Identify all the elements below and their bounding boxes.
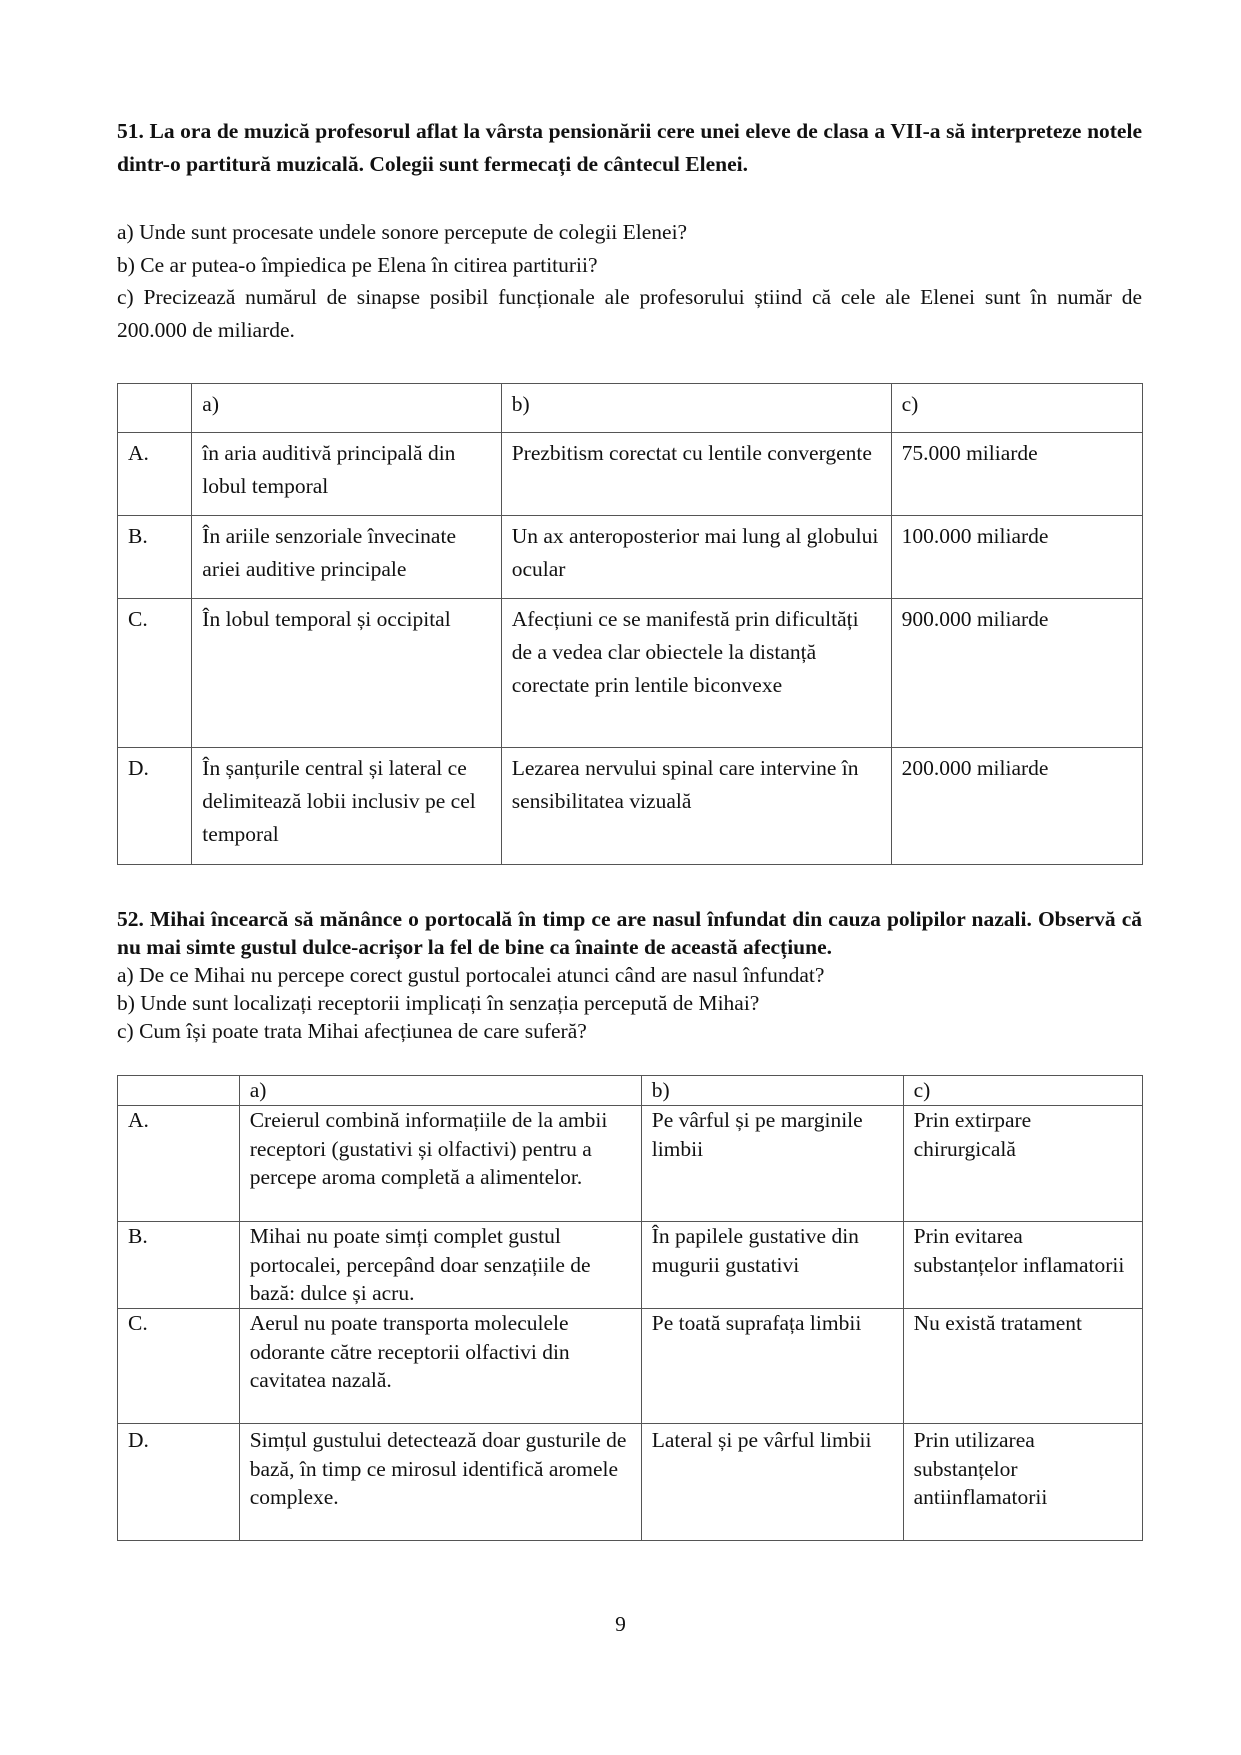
question-52-subquestions <box>117 961 1142 1045</box>
answer-cell-c: 200.000 miliarde <box>891 748 1142 865</box>
option-label: D. <box>118 1424 240 1541</box>
question-52-title: 52. Mihai încearcă să mănânce o portocală în timp ce are nasul înfundat din cauza polipilor nazali. Observă că nu mai simte gustul dulce-acrișor la fel de bine ca înainte de această afecțiune. <box>117 907 1142 959</box>
question-51-answer-table <box>117 383 1143 865</box>
table-row <box>118 748 1143 865</box>
question-51-sub-a: a) Unde sunt procesate undele sonore percepute de colegii Elenei? <box>117 220 688 244</box>
option-label: D. <box>118 748 192 865</box>
table-header-row <box>118 1076 1143 1106</box>
answer-cell-b: În papilele gustative din mugurii gustativi <box>641 1222 903 1309</box>
answer-cell-b: Lateral și pe vârful limbii <box>641 1424 903 1541</box>
table-row <box>118 1222 1143 1309</box>
option-label: C. <box>118 1309 240 1424</box>
answer-cell-c: Prin utilizarea substanțelor antiinflamatorii <box>903 1424 1142 1541</box>
answer-cell-c: Prin evitarea substanțelor inflamatorii <box>903 1222 1142 1309</box>
table-row <box>118 516 1143 599</box>
answer-cell-a: În ariile senzoriale învecinate ariei auditive principale <box>192 516 501 599</box>
page-number: 9 <box>615 1612 626 1636</box>
answer-cell-c: 75.000 miliarde <box>891 433 1142 516</box>
option-label: B. <box>118 516 192 599</box>
option-label: C. <box>118 599 192 748</box>
answer-cell-b: Pe toată suprafața limbii <box>641 1309 903 1424</box>
header-cell-empty <box>118 384 192 433</box>
answer-cell-b: Afecțiuni ce se manifestă prin dificultăți de a vedea clar obiectele la distanță corectate prin lentile biconvexe <box>501 599 891 748</box>
header-cell-empty <box>118 1076 240 1106</box>
question-52-answer-table <box>117 1075 1143 1541</box>
answer-cell-b: Lezarea nervului spinal care intervine în sensibilitatea vizuală <box>501 748 891 865</box>
answer-cell-b: Pe vârful și pe marginile limbii <box>641 1106 903 1222</box>
header-cell-a: a) <box>192 384 501 433</box>
table-row <box>118 1309 1143 1424</box>
answer-cell-b: Un ax anteroposterior mai lung al globului ocular <box>501 516 891 599</box>
table-row <box>118 433 1143 516</box>
answer-cell-c: Prin extirpare chirurgicală <box>903 1106 1142 1222</box>
table-row <box>118 1106 1143 1222</box>
header-cell-c: c) <box>891 384 1142 433</box>
option-label: B. <box>118 1222 240 1309</box>
option-label: A. <box>118 1106 240 1222</box>
answer-cell-a: Simțul gustului detectează doar gusturile de bază, în timp ce mirosul identifică aromele complexe. <box>239 1424 641 1541</box>
answer-cell-a: În șanțurile central și lateral ce delimitează lobii inclusiv pe cel temporal <box>192 748 501 865</box>
question-52-sub-a: a) De ce Mihai nu percepe corect gustul portocalei atunci când are nasul înfundat? <box>117 963 825 987</box>
answer-cell-c: 100.000 miliarde <box>891 516 1142 599</box>
question-51-subquestions <box>117 216 1142 346</box>
table-row <box>118 599 1143 748</box>
answer-cell-c: Nu există tratament <box>903 1309 1142 1424</box>
answer-cell-b: Prezbitism corectat cu lentile convergente <box>501 433 891 516</box>
option-label: A. <box>118 433 192 516</box>
question-52-sub-b: b) Unde sunt localizați receptorii implicați în senzația percepută de Mihai? <box>117 991 760 1015</box>
answer-cell-c: 900.000 miliarde <box>891 599 1142 748</box>
question-51-sub-c: c) Precizează numărul de sinapse posibil funcționale ale profesorului știind că cele ale Elenei sunt în număr de 200.000 de miliarde. <box>117 285 1142 342</box>
question-52-sub-c: c) Cum își poate trata Mihai afecțiunea de care suferă? <box>117 1019 587 1043</box>
question-51-title: 51. La ora de muzică profesorul aflat la vârsta pensionării cere unei eleve de clasa a VII-a să interpreteze notele dintr-o partitură muzicală. Colegii sunt fermecați de cântecul Elenei. <box>117 119 1142 176</box>
question-51-sub-b: b) Ce ar putea-o împiedica pe Elena în citirea partiturii? <box>117 252 598 277</box>
header-cell-c: c) <box>903 1076 1142 1106</box>
answer-cell-a: în aria auditivă principală din lobul temporal <box>192 433 501 516</box>
answer-cell-a: Creierul combină informațiile de la ambii receptori (gustativi și olfactivi) pentru a percepe aroma completă a alimentelor. <box>239 1106 641 1222</box>
table-row <box>118 1424 1143 1541</box>
header-cell-a: a) <box>239 1076 641 1106</box>
answer-cell-a: Mihai nu poate simți complet gustul portocalei, percepând doar senzațiile de bază: dulce și acru. <box>239 1222 641 1309</box>
answer-cell-a: În lobul temporal și occipital <box>192 599 501 748</box>
table-header-row <box>118 384 1143 433</box>
header-cell-b: b) <box>641 1076 903 1106</box>
answer-cell-a: Aerul nu poate transporta moleculele odorante către receptorii olfactivi din cavitatea nazală. <box>239 1309 641 1424</box>
header-cell-b: b) <box>501 384 891 433</box>
